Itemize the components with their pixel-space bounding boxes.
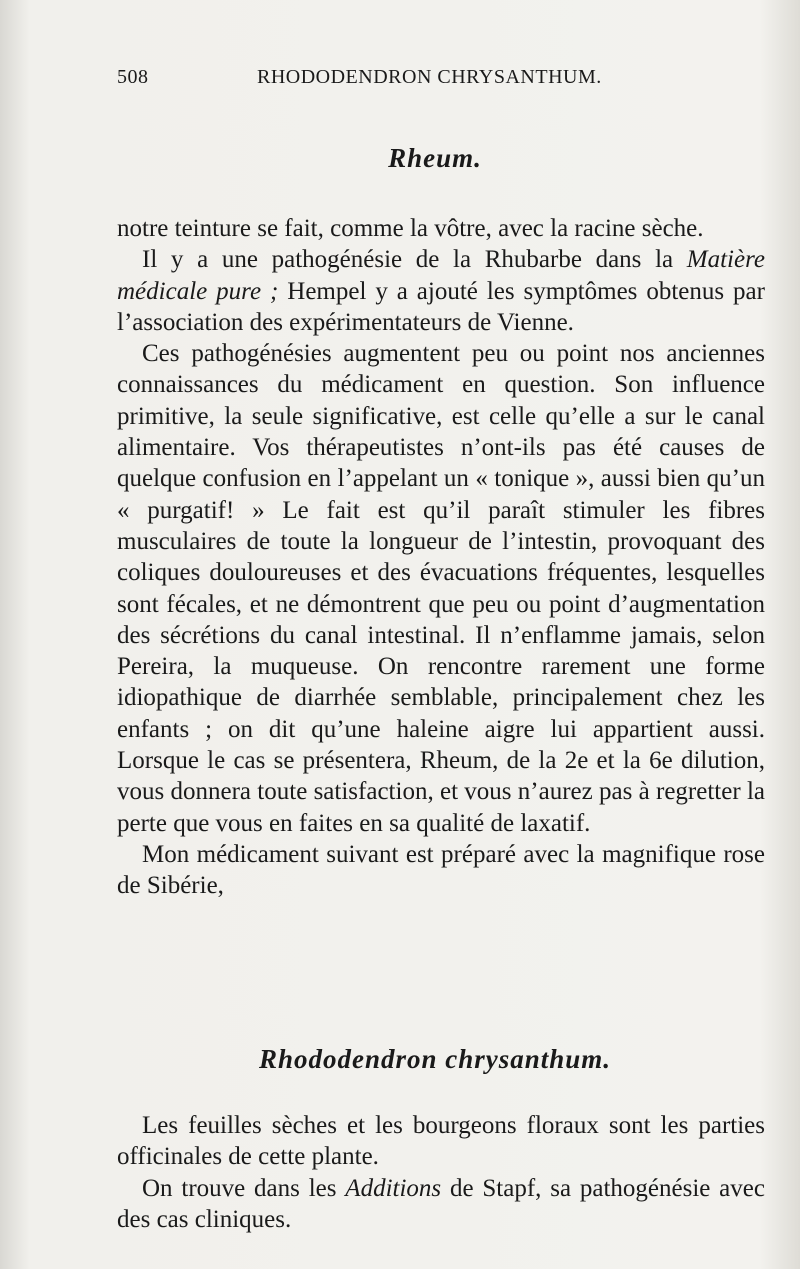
page-number: 508 — [117, 66, 149, 88]
paragraph-text: de Stapf, sa pathogénésie avec des cas cliniques. — [117, 1174, 765, 1233]
italic-title: Additions — [345, 1174, 442, 1202]
section-body-rhododendron — [117, 1110, 765, 1235]
paragraph: Mon médicament suivant est préparé avec la magnifique rose de Sibérie, — [117, 840, 765, 900]
running-title: RHODODENDRON CHRYSANTHUM. — [257, 66, 602, 88]
paragraph-text: On trouve dans les — [142, 1174, 346, 1202]
paragraph — [117, 1173, 765, 1236]
paragraph: notre teinture se fait, comme la vôtre, avec la racine sèche. — [117, 215, 704, 242]
italic-title: Matière médicale pure ; — [117, 246, 765, 305]
section-title-rheum: Rheum. — [388, 143, 482, 173]
paragraph-text: Hempel y a ajouté les symptômes obtenus par l’association des expérimentateurs de Vienne. — [117, 277, 765, 336]
section-title-rhododendron: Rhododendron chrysanthum. — [258, 1044, 612, 1074]
section-body-rheum — [117, 213, 765, 902]
paragraph: Ces pathogénésies augmentent peu ou point nos anciennes connaissances du médicament en question. Son influence primitive, la seule significative, est celle qu’elle a sur le canal alimentaire. Vos thérapeutistes n’ont-ils pas été causes de quelque confusion en l’appelant un « tonique », aussi bien qu’un « purgatif! » Le fait est qu’il paraît stimuler les fibres musculaires de toute la longueur de l’intestin, provoquant des coliques douloureuses et des évacuations fréquentes, lesquelles sont fécales, et ne démontrent que peu ou point d’augmentation des sécrétions du canal intestinal. Il n’enflamme jamais, selon Pereira, la muqueuse. On rencontre rarement une forme idiopathique de diarrhée semblable, principalement chez les enfants ; on dit qu’une haleine aigre lui appartient aussi. Lorsque le cas se présentera, Rheum, de la 2e et la 6e dilution, vous donnera toute satisfaction, et vous n’aurez pas à regretter la perte que vous en faites en sa qualité de laxatif. — [117, 340, 765, 837]
paragraph — [117, 244, 765, 338]
paragraph: Les feuilles sèches et les bourgeons floraux sont les parties officinales de cette plante. — [117, 1112, 765, 1171]
paragraph-text: Il y a une pathogénésie de la Rhubarbe dans la — [142, 246, 687, 274]
